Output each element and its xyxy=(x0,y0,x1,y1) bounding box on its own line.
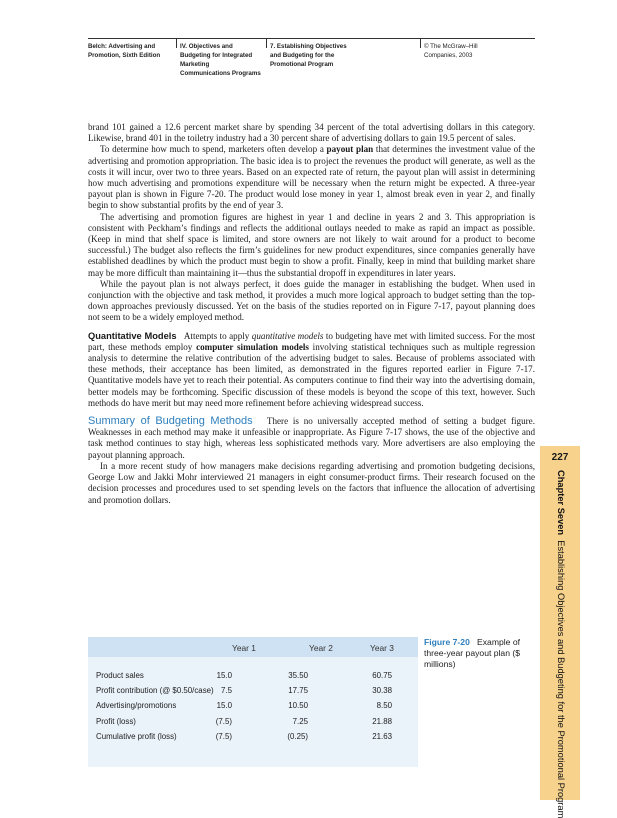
paragraph xyxy=(88,212,535,279)
header-divider xyxy=(176,38,177,48)
header-part-line: Marketing xyxy=(180,61,210,68)
row-label: Cumulative profit (loss) xyxy=(96,731,177,741)
page-number: 227 xyxy=(551,452,569,463)
body-text xyxy=(88,122,535,506)
subsection-heading: Quantitative Models xyxy=(88,330,177,341)
chapter-title: Establishing Objectives and Budgeting for the Promotional Program xyxy=(556,540,566,818)
paragraph-text: To determine how much to spend, marketers often develop a xyxy=(100,144,327,155)
key-term: payout plan xyxy=(326,144,374,155)
cell-value: 30.38 xyxy=(372,686,392,696)
cell-value: 21.63 xyxy=(372,731,392,741)
figure-label: Figure 7-20 xyxy=(424,637,470,647)
header-chapter-line: and Budgeting for the xyxy=(270,52,335,59)
table-body xyxy=(88,657,418,767)
header-book-line: Belch: Advertising and xyxy=(88,43,156,50)
cell-value: (7.5) xyxy=(215,716,232,726)
paragraph-text: brand 101 gained a 12.6 percent market share by spending 34 percent of the total advertising dollars in this category. Likewise, brand 401 in the toiletry industry had a 30 percent share of advertising dollars to gain 19.5 percent of sales. xyxy=(88,122,535,144)
spacer xyxy=(88,324,535,331)
header-copyright-line: © The McGraw–Hill xyxy=(424,43,478,50)
header-part xyxy=(180,42,261,78)
row-label: Product sales xyxy=(96,671,144,680)
header-part-line: Communications Programs xyxy=(180,70,261,77)
header-chapter-line: Promotional Program xyxy=(270,61,334,68)
key-term: computer simulation models xyxy=(196,341,309,352)
table-header xyxy=(88,637,418,657)
paragraph xyxy=(88,279,535,324)
cell-value: 7.5 xyxy=(221,686,232,696)
paragraph xyxy=(88,122,535,144)
paragraph xyxy=(88,416,535,461)
chapter-sidebar-tab xyxy=(540,446,580,818)
header-copyright xyxy=(424,42,478,60)
chapter-title-vertical xyxy=(556,470,566,818)
running-header xyxy=(88,38,535,88)
figure-caption xyxy=(424,637,530,670)
paragraph-text: that determines the investment value of the advertising and promotion appropriation. The basic idea is to project the revenues the product will generate, as well as the costs it will incur, over two to three years. Based on an expected rate of return, the payout plan will assist in determining how much advertising and promotions expenditure will be necessary when the return might be expected. A three-year payout plan is shown in Figure 7-20. The product would lose money in year 1, almost break even in year 2, and finally begin to show substantial profits by the end of year 3. xyxy=(88,144,535,211)
section-heading: Summary of Budgeting Methods xyxy=(88,415,253,428)
chapter-running-title xyxy=(540,470,580,818)
header-divider xyxy=(420,38,421,48)
cell-value: 15.0 xyxy=(216,671,232,680)
column-header: Year 1 xyxy=(232,643,256,653)
header-chapter-line: 7. Establishing Objectives xyxy=(270,43,347,50)
chapter-label: Chapter Seven xyxy=(556,470,566,536)
header-book-line: Promotion, Sixth Edition xyxy=(88,52,161,59)
cell-value: (0.25) xyxy=(287,731,308,741)
cell-value: 60.75 xyxy=(372,671,392,680)
row-label: Profit (loss) xyxy=(96,716,136,726)
cell-value: 17.75 xyxy=(288,686,308,696)
paragraph-text: While the payout plan is not always perfect, it does guide the manager in establishing the budget. When used in conjunction with the objective and task method, it provides a much more logical approach to budget setting than the top-down approaches previously discussed. Yet on the basis of the studies reported on in Figure 7-17, payout planning does not seem to be a widely employed method. xyxy=(88,278,535,323)
paragraph-text: The advertising and promotion figures are highest in year 1 and decline in years 2 and 3. This appropriation is consistent with Peckham’s findings and reflects the additional outlays needed to make as rapid an impact as possible. (Keep in mind that shelf space is limited, and store owners are not likely to wait around for a product to become successful.) The budget also reflects the firm’s guidelines for new product expenditures, since companies generally have established deadlines by which the product must begin to show a profit. Finally, keep in mind that building market share may be more difficult than maintaining it—thus the substantial dropoff in expenditures in later years. xyxy=(88,211,535,278)
header-copyright-line: Companies, 2003 xyxy=(424,52,473,59)
header-book xyxy=(88,42,160,60)
table-row xyxy=(88,686,418,701)
cell-value: 10.50 xyxy=(288,701,308,711)
paragraph-text: to budgeting have met with limited success. For the most part, these methods employ xyxy=(88,330,536,352)
cell-value: 15.0 xyxy=(216,701,232,711)
spacer xyxy=(88,661,418,671)
cell-value: (7.5) xyxy=(215,731,232,741)
paragraph-text: There is no universally accepted method of setting a budget figure. Weaknesses in each method may make it unfeasible or inappropriate. As Figure 7-17 shows, the use of the objective and task method continues to stay high, whereas less sophisticated methods vary. More advertisers are also employing the payout planning approach. xyxy=(88,416,535,460)
table-row xyxy=(88,732,418,747)
paragraph xyxy=(88,144,535,211)
table-row xyxy=(88,701,418,716)
cell-value: 8.50 xyxy=(376,701,392,711)
cell-value: 7.25 xyxy=(292,716,308,726)
payout-plan-table xyxy=(88,637,418,767)
table-row xyxy=(88,717,418,732)
paragraph xyxy=(88,331,535,409)
header-chapter xyxy=(270,42,347,69)
column-header: Year 3 xyxy=(370,643,394,653)
header-divider xyxy=(266,38,267,48)
paragraph-text: In a more recent study of how managers make decisions regarding advertising and promotion budgeting decisions, George Low and Jakki Mohr interviewed 21 managers in eight consumer-product firms. Their research focused on the decision processes and procedures used to set spending levels on the factors that influence the allocation of advertising and promotion dollars. xyxy=(88,460,535,505)
cell-value: 21.88 xyxy=(372,716,392,726)
row-label: Profit contribution (@ $0.50/case) xyxy=(96,686,214,696)
italic-term: quantitative models xyxy=(251,330,324,341)
table-row xyxy=(88,671,418,686)
column-header: Year 2 xyxy=(309,643,333,653)
figure-caption-text: Example of three-year payout plan ($ millions) xyxy=(424,637,521,669)
header-part-line: IV. Objectives and xyxy=(180,43,233,50)
paragraph xyxy=(88,461,535,506)
cell-value: 35.50 xyxy=(288,671,308,680)
row-label: Advertising/promotions xyxy=(96,701,177,711)
paragraph-text: involving statistical techniques such as multiple regression analysis to determine the relative contribution of the advertising budget to sales. Because of problems associated with these methods, their acceptance has been limited, as demonstrated in the figures reported earlier in Figure 7-17. Quantitative models have yet to reach their potential. As computers continue to find their way into the advertising domain, better models may be forthcoming. Specific discussion of these models is beyond the scope of this text, however. Such methods do have merit but may need more refinement before achieving widespread success. xyxy=(88,341,536,408)
header-part-line: Budgeting for Integrated xyxy=(180,52,253,59)
paragraph-text: Attempts to apply xyxy=(183,330,252,341)
